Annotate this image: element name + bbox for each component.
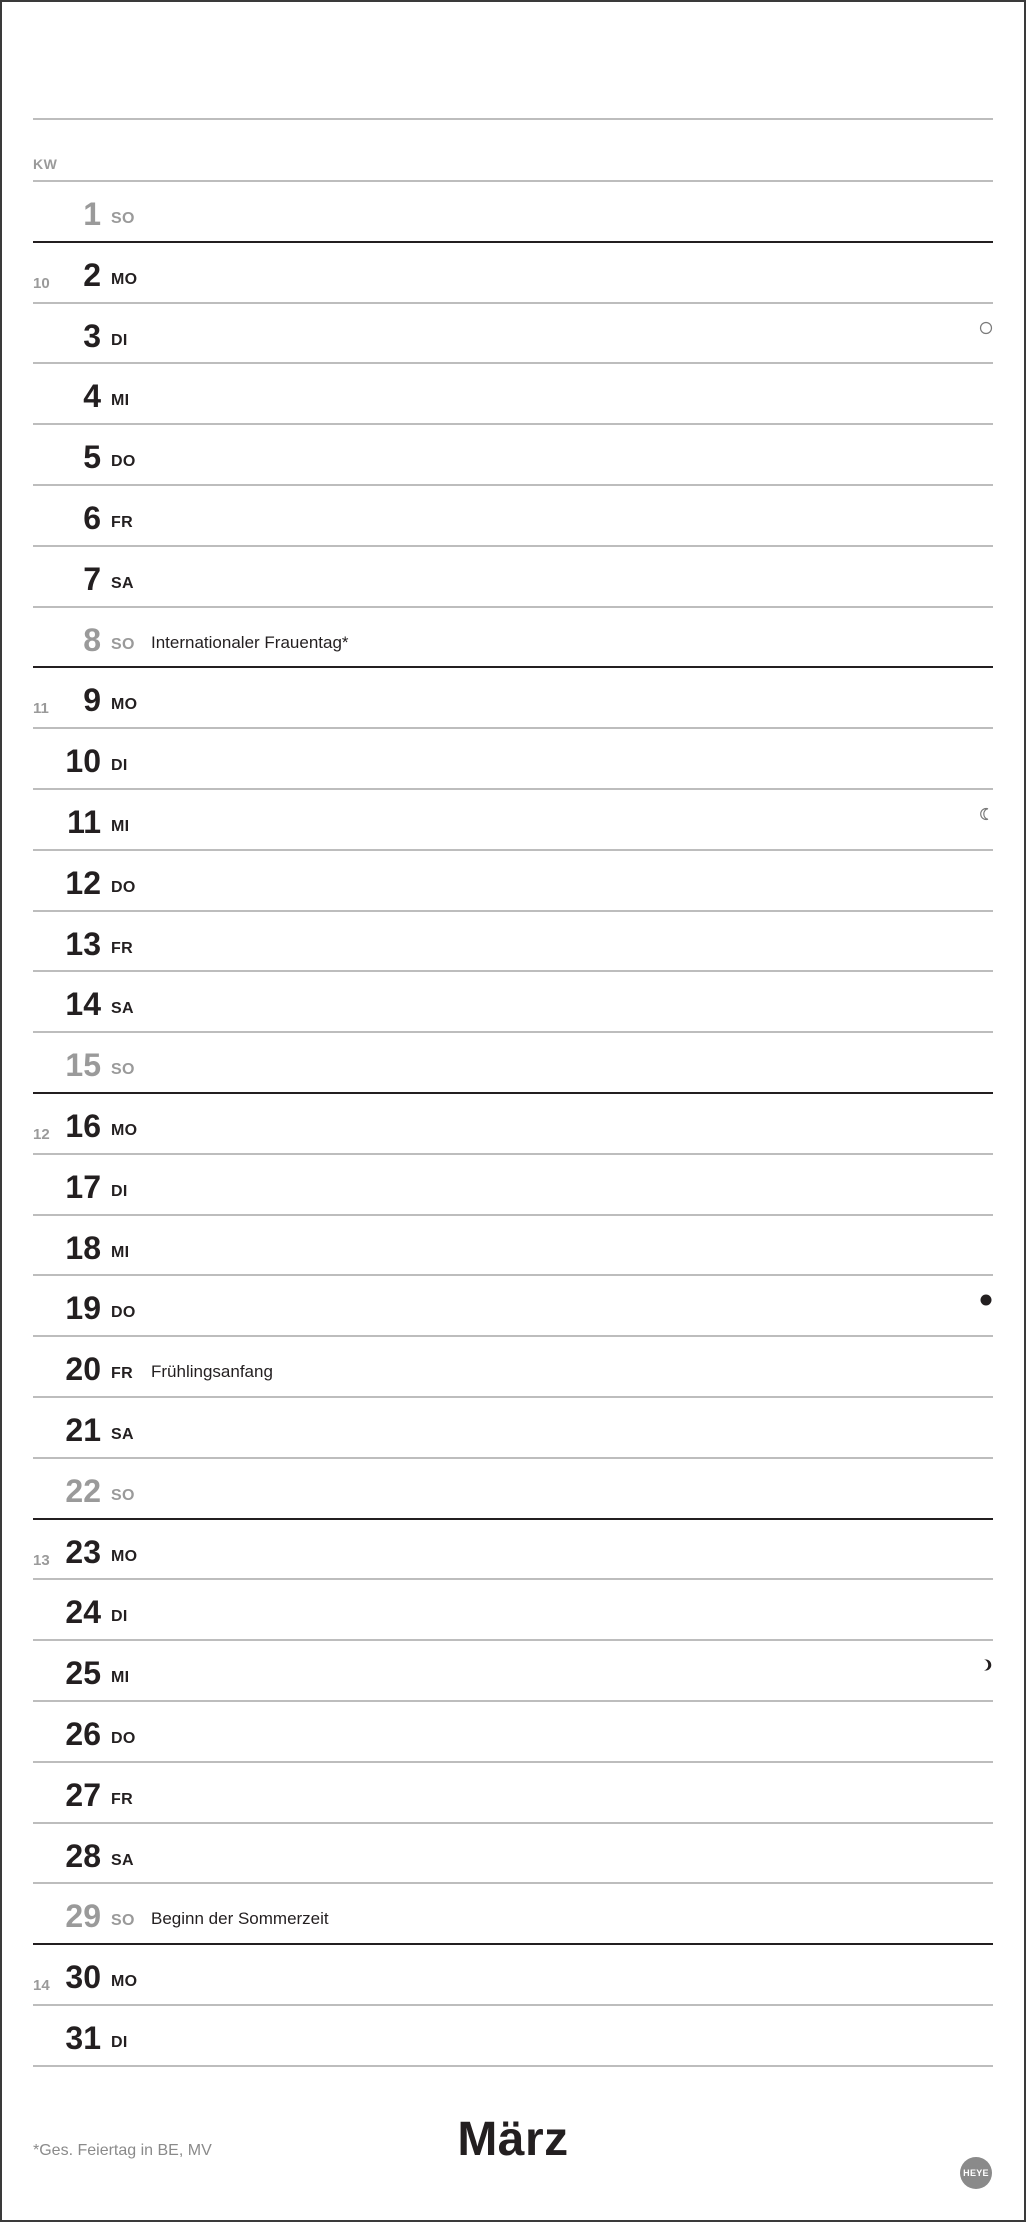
day-number: 17	[65, 1168, 101, 1205]
weekday-name: MO	[111, 1547, 138, 1565]
weekday-name: SO	[111, 1486, 135, 1504]
day-row	[33, 912, 993, 973]
weekday-name: DO	[111, 1304, 136, 1322]
day-row	[33, 2006, 993, 2067]
weekday-name: SO	[111, 1912, 135, 1930]
day-number: 29	[65, 1898, 101, 1935]
weekday-name: SA	[111, 574, 134, 592]
day-row	[33, 1945, 993, 2006]
day-number: 11	[67, 803, 101, 840]
day-number: 13	[65, 925, 101, 962]
day-row	[33, 1033, 993, 1094]
day-row	[33, 1094, 993, 1155]
day-row	[33, 729, 993, 790]
weekday-name: MI	[111, 817, 130, 835]
day-row	[33, 972, 993, 1033]
day-number: 26	[65, 1715, 101, 1752]
weekday-name: FR	[111, 939, 133, 957]
weekday-name: DO	[111, 1729, 136, 1747]
day-number: 23	[65, 1533, 101, 1570]
weekday-name: DI	[111, 331, 128, 349]
month-title: März	[457, 2113, 569, 2166]
day-number: 22	[65, 1472, 101, 1509]
day-number: 27	[65, 1776, 101, 1813]
day-number: 18	[65, 1229, 101, 1266]
heye-logo: HEYE	[960, 2157, 992, 2189]
day-row	[33, 1337, 993, 1398]
day-row	[33, 486, 993, 547]
day-row	[33, 1459, 993, 1520]
weekday-name: MO	[111, 270, 138, 288]
day-number: 8	[83, 621, 101, 658]
weekday-name: SA	[111, 1851, 134, 1869]
day-number: 7	[83, 560, 101, 597]
kw-header	[33, 156, 993, 180]
day-row	[33, 1276, 993, 1337]
day-row	[33, 425, 993, 486]
weekday-name: DI	[111, 757, 128, 775]
weekday-name: SO	[111, 210, 135, 227]
day-row	[33, 1702, 993, 1763]
weekday-name: DI	[111, 1182, 128, 1200]
day-number: 9	[83, 682, 101, 719]
new-moon-icon	[979, 1293, 993, 1307]
day-number: 10	[65, 743, 101, 780]
day-row	[33, 182, 993, 243]
week-number: 11	[33, 700, 49, 718]
day-number: 6	[83, 499, 101, 536]
day-number: 19	[65, 1290, 101, 1327]
weekday-name: MO	[111, 696, 138, 714]
footnote: *Ges. Feiertag in BE, MV	[33, 2142, 212, 2159]
weekday-name: MI	[111, 1243, 130, 1261]
holiday-event: Frühlingsanfang	[151, 1362, 273, 1382]
weekday-name: DI	[111, 2033, 128, 2051]
holiday-event: Internationaler Frauentag*	[151, 632, 349, 652]
day-row	[33, 1155, 993, 1216]
day-row	[33, 1398, 993, 1459]
day-row	[33, 364, 993, 425]
day-row	[33, 668, 993, 729]
day-number: 21	[65, 1411, 101, 1448]
day-row	[33, 608, 993, 669]
day-number: 5	[83, 439, 101, 476]
kw-column-label: KW	[33, 156, 58, 172]
day-number: 2	[83, 256, 101, 293]
weekday-name: DO	[111, 453, 136, 471]
day-row	[33, 1763, 993, 1824]
day-number: 1	[83, 196, 101, 232]
weekday-name: SA	[111, 1425, 134, 1443]
weekday-name: DO	[111, 878, 136, 896]
day-number: 4	[83, 378, 101, 415]
day-number: 30	[65, 1959, 101, 1996]
day-row	[33, 790, 993, 851]
weekday-name: DI	[111, 1608, 128, 1626]
day-row	[33, 1580, 993, 1641]
day-number: 24	[65, 1594, 101, 1631]
day-row	[33, 1641, 993, 1702]
day-list	[33, 182, 993, 2067]
day-row	[33, 304, 993, 365]
day-number: 31	[65, 2019, 101, 2056]
day-number: 16	[65, 1107, 101, 1144]
holiday-event: Beginn der Sommerzeit	[151, 1909, 329, 1929]
day-number: 12	[65, 864, 101, 901]
day-row	[33, 1824, 993, 1885]
day-number: 15	[65, 1047, 101, 1084]
day-number: 20	[65, 1351, 101, 1388]
day-number: 3	[83, 317, 101, 354]
weekday-name: FR	[111, 1790, 133, 1808]
day-row	[33, 1520, 993, 1581]
weekday-name: MO	[111, 1973, 138, 1991]
last-quarter-moon-icon	[979, 807, 993, 821]
week-number: 12	[33, 1125, 50, 1143]
weekday-name: FR	[111, 513, 133, 531]
day-row	[33, 851, 993, 912]
day-row	[33, 547, 993, 608]
weekday-name: FR	[111, 1365, 133, 1383]
day-number: 25	[65, 1655, 101, 1692]
day-row	[33, 243, 993, 304]
day-row	[33, 1216, 993, 1277]
weekday-name: MI	[111, 392, 130, 410]
weekday-name: SA	[111, 1000, 134, 1018]
day-number: 14	[65, 986, 101, 1023]
weekday-name: MI	[111, 1669, 130, 1687]
header-divider	[33, 118, 993, 120]
day-row	[33, 1884, 993, 1945]
week-number: 10	[33, 274, 50, 292]
first-quarter-moon-icon	[979, 1658, 993, 1672]
weekday-name: SO	[111, 635, 135, 653]
week-number: 13	[33, 1551, 50, 1569]
weekday-name: SO	[111, 1061, 135, 1079]
week-number: 14	[33, 1977, 50, 1995]
full-moon-icon	[979, 321, 993, 335]
weekday-name: MO	[111, 1121, 138, 1139]
day-number: 28	[65, 1837, 101, 1874]
